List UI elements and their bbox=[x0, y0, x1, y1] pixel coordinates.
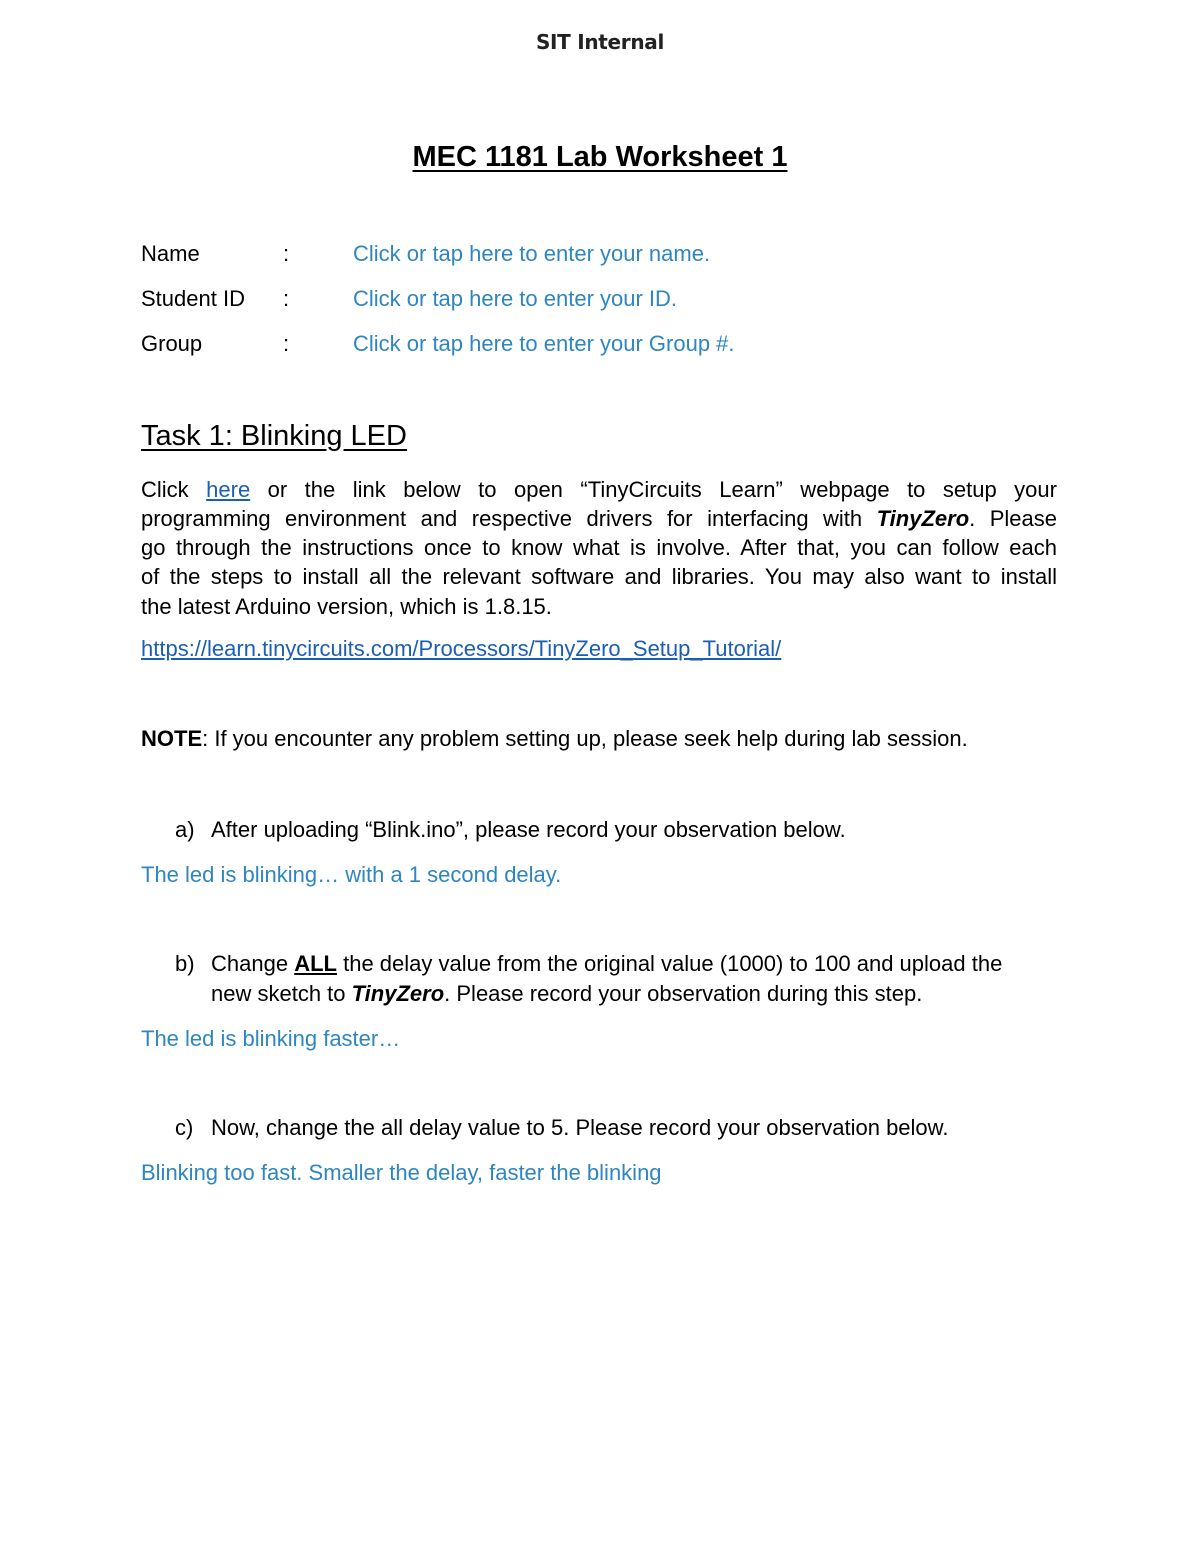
question-b-line-2-post: . Please record your observation during this step. bbox=[444, 981, 923, 1006]
tinyzero-emphasis: TinyZero bbox=[876, 506, 970, 531]
intro-line-1-text: or the link below to open “TinyCircuits Learn” webpage to setup your bbox=[267, 477, 1057, 502]
student-id-label: Student ID bbox=[141, 286, 245, 311]
task-heading: Task 1: Blinking LED bbox=[141, 420, 407, 452]
note-label: NOTE bbox=[141, 726, 203, 751]
group-colon: : bbox=[283, 331, 290, 356]
student-id-colon: : bbox=[283, 286, 290, 311]
intro-line-2 bbox=[141, 504, 1057, 533]
here-link[interactable]: here bbox=[206, 477, 251, 502]
name-field[interactable]: Click or tap here to enter your name. bbox=[353, 241, 711, 266]
intro-line-2-text: programming environment and respective drivers for interfacing with bbox=[141, 506, 863, 531]
intro-line-1 bbox=[141, 475, 1057, 504]
note bbox=[141, 726, 968, 752]
name-colon: : bbox=[283, 241, 290, 266]
question-a-text: After uploading “Blink.ino”, please record your observation below. bbox=[211, 817, 846, 842]
intro-click-text: Click bbox=[141, 477, 189, 502]
answer-b[interactable]: The led is blinking faster… bbox=[141, 1026, 401, 1051]
answer-c[interactable]: Blinking too fast. Smaller the delay, faster the blinking bbox=[141, 1160, 662, 1185]
group-field[interactable]: Click or tap here to enter your Group #. bbox=[353, 331, 735, 356]
question-a-marker: a) bbox=[175, 817, 195, 842]
question-b-mid: the delay value from the original value (1000) to 100 and upload the bbox=[343, 951, 1003, 976]
page-title: MEC 1181 Lab Worksheet 1 bbox=[412, 141, 788, 173]
header-label: SIT Internal bbox=[535, 30, 665, 54]
intro-line-4: of the steps to install all the relevant software and libraries. You may also want to install bbox=[141, 564, 1057, 589]
question-c-marker: c) bbox=[175, 1115, 194, 1140]
question-b-line-1 bbox=[211, 951, 1002, 977]
note-text: : If you encounter any problem setting up, please seek help during lab session. bbox=[202, 726, 968, 751]
all-emphasis: ALL bbox=[294, 951, 337, 976]
intro-line-5: the latest Arduino version, which is 1.8.15. bbox=[141, 594, 552, 619]
question-b-marker: b) bbox=[175, 951, 195, 976]
tutorial-url-link[interactable] bbox=[141, 636, 781, 662]
question-b-pre: Change bbox=[211, 951, 289, 976]
tutorial-url-text[interactable]: https://learn.tinycircuits.com/Processors/TinyZero_Setup_Tutorial/ bbox=[141, 636, 782, 661]
student-id-field[interactable]: Click or tap here to enter your ID. bbox=[353, 286, 678, 311]
question-b-line-2 bbox=[211, 981, 922, 1007]
intro-line-2-end: . Please bbox=[969, 506, 1057, 531]
question-b-line-2-pre: new sketch to bbox=[211, 981, 346, 1006]
tinyzero-emphasis-b: TinyZero bbox=[351, 981, 445, 1006]
answer-a[interactable]: The led is blinking… with a 1 second delay. bbox=[141, 862, 562, 887]
name-label: Name bbox=[141, 241, 200, 266]
question-c-text: Now, change the all delay value to 5. Please record your observation below. bbox=[211, 1115, 949, 1140]
group-label: Group bbox=[141, 331, 203, 356]
intro-line-3: go through the instructions once to know what is involve. After that, you can follow each bbox=[141, 535, 1057, 560]
